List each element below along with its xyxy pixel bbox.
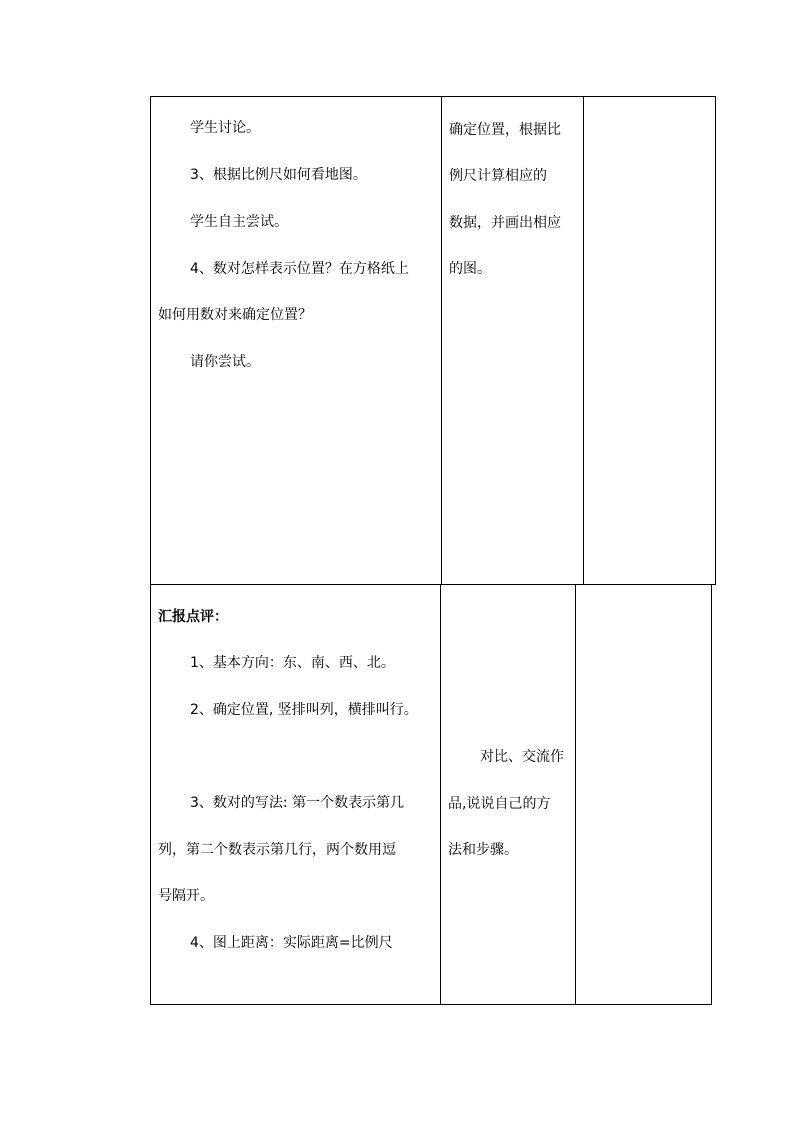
table1-col1-line: 如何用数对来确定位置？ [158, 307, 312, 323]
table1-col2-line: 例尺计算相应的 [449, 168, 547, 184]
table1-col1-line: 学生讨论。 [190, 120, 260, 136]
table1-col1-line: 请你尝试。 [190, 354, 260, 370]
table2-col2-line: 品,说说自己的方 [448, 796, 551, 812]
table2-col1-line: 列，第二个数表示第几行，两个数用逗 [158, 842, 396, 858]
table2-col1-line: 号隔开。 [158, 888, 214, 904]
table1-col1-line: 4、数对怎样表示位置？在方格纸上 [190, 261, 409, 277]
table2-col1-line: 2、确定位置, 竖排叫列，横排叫行。 [190, 702, 418, 718]
table1-col2-line: 的图。 [449, 261, 491, 277]
table1-col2-line: 确定位置，根据比 [449, 122, 561, 138]
table1-col1-line: 学生自主尝试。 [190, 214, 288, 230]
table2-col2-line: 法和步骤。 [448, 842, 518, 858]
table2-col2-line: 对比、交流作 [480, 749, 564, 765]
table2-col1-line: 4、图上距离：实际距离=比例尺 [190, 935, 393, 951]
table1-col3-cell [583, 96, 716, 585]
table2-col1-line: 3、数对的写法: 第一个数表示第几 [190, 795, 405, 811]
table1-col1-line: 3、根据比例尺如何看地图。 [190, 167, 367, 183]
table2-col1-line: 1、基本方向：东、南、西、北。 [190, 655, 395, 671]
table1-col2-line: 数据，并画出相应 [449, 215, 561, 231]
table2-col3-cell [575, 584, 712, 1005]
table2-heading: 汇报点评： [158, 609, 228, 625]
